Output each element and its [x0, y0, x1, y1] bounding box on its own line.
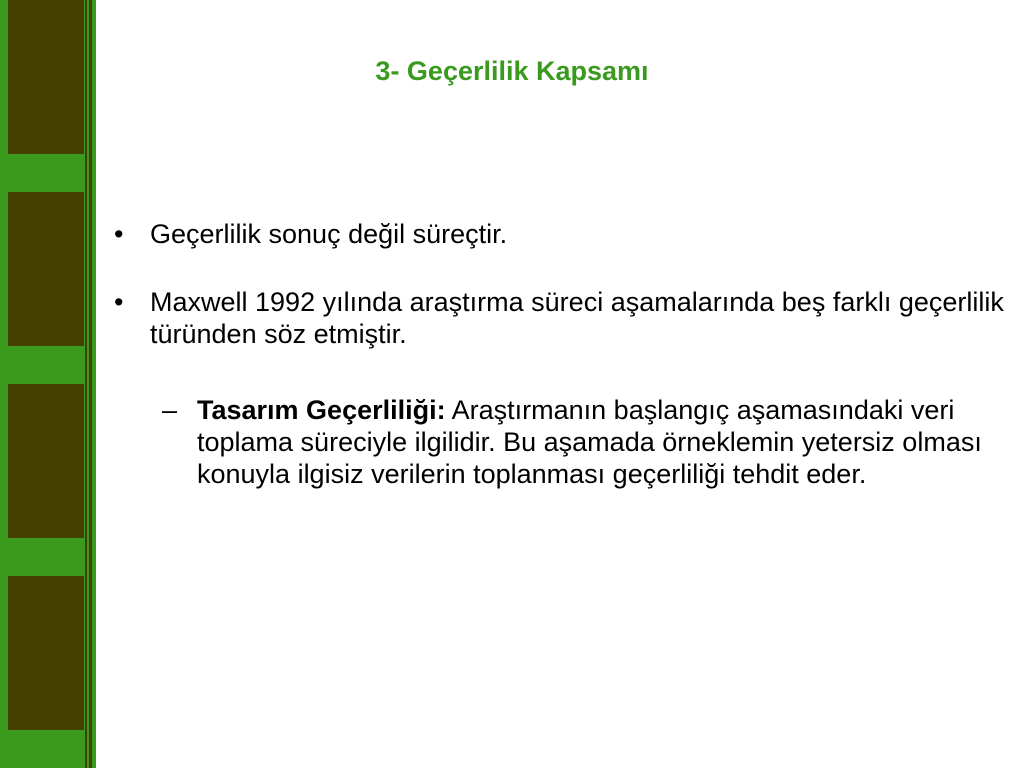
slide-title: 3- Geçerlilik Kapsamı: [375, 56, 649, 86]
bullet-item: [110, 286, 1020, 350]
slide-body: [110, 218, 1020, 490]
sub-bullet-marker: –: [162, 395, 178, 425]
sub-bullet-item: [110, 394, 1020, 490]
decorative-side-bar: [0, 0, 100, 768]
bullet-marker: •: [114, 219, 124, 249]
bullet-marker: •: [114, 287, 124, 317]
side-bar-stripe: [85, 0, 87, 768]
sub-bullet-text: Araştırmanın başlangıç aşamasındaki veri toplama süreciyle ilgilidir. Bu aşamada örneklemin yetersiz olması konuyla ilgisiz verilerin toplanması geçerliliği tehdit eder.: [197, 395, 982, 489]
side-bar-stripe: [89, 0, 92, 768]
side-bar-block: [8, 192, 84, 346]
sub-bullet-term: Tasarım Geçerliliği:: [197, 395, 446, 425]
side-bar-block: [8, 576, 84, 730]
side-bar-block: [8, 0, 84, 154]
side-bar-block: [8, 384, 84, 538]
bullet-item: [110, 218, 1020, 250]
bullet-text: Maxwell 1992 yılında araştırma süreci aşamalarında beş farklı geçerlilik türünden söz etmiştir.: [150, 287, 1004, 349]
bullet-text: Geçerlilik sonuç değil süreçtir.: [150, 219, 508, 249]
